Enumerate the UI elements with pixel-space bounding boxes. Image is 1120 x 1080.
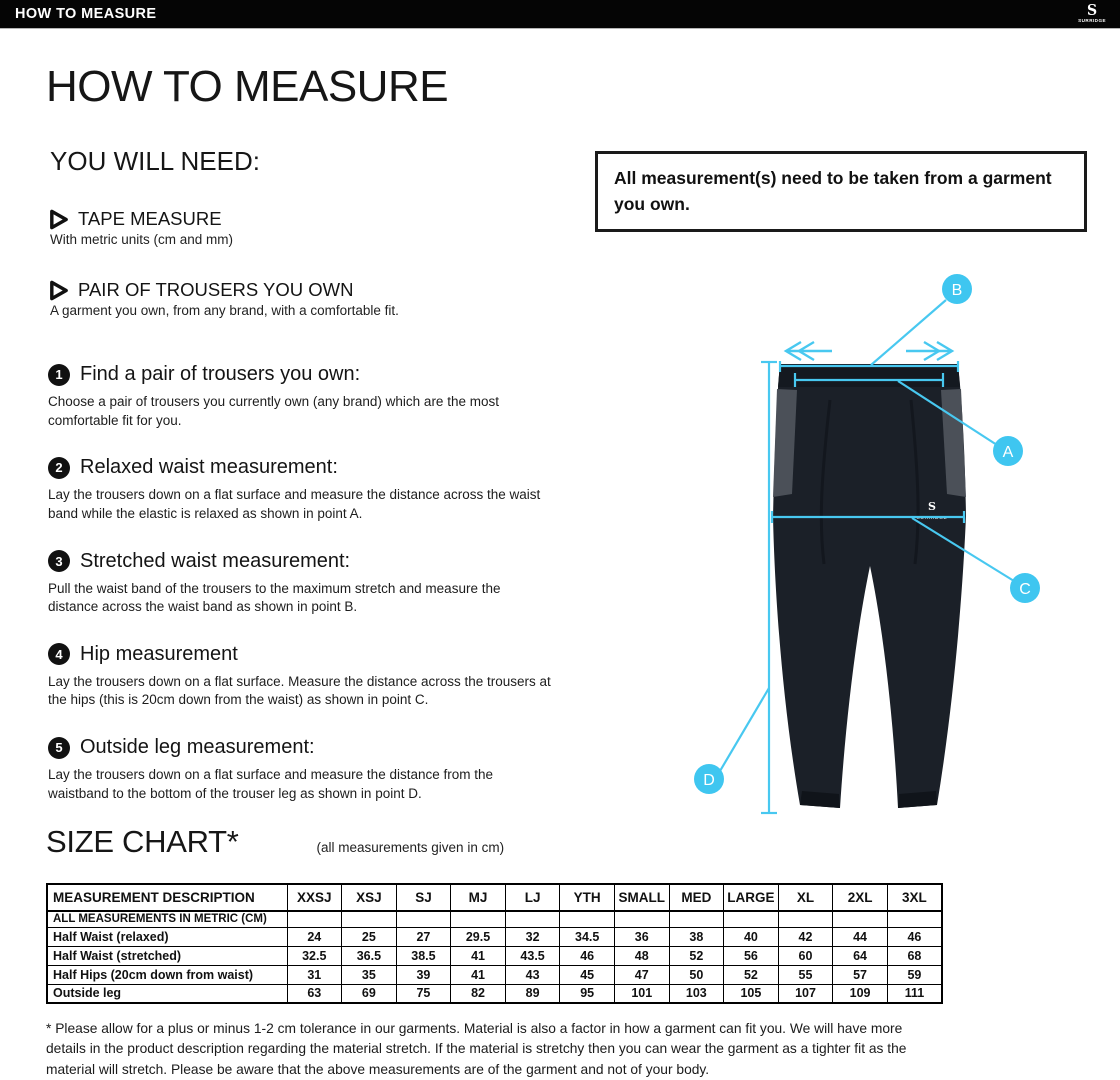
- value-cell: 52: [669, 946, 724, 965]
- col-size-3xl: 3XL: [887, 884, 942, 911]
- col-size-xxsj: XXSJ: [287, 884, 342, 911]
- value-cell: 46: [887, 927, 942, 946]
- value-cell: 35: [342, 965, 397, 984]
- trousers-measurement-diagram: [680, 260, 1060, 860]
- value-cell: 68: [887, 946, 942, 965]
- empty-cell: [396, 911, 451, 927]
- empty-cell: [451, 911, 506, 927]
- empty-cell: [342, 911, 397, 927]
- point-b-label: B: [951, 282, 963, 299]
- need-item-trousers: [48, 279, 568, 318]
- value-cell: 103: [669, 984, 724, 1003]
- top-bar-title: HOW TO MEASURE: [15, 6, 157, 22]
- value-cell: 32: [505, 927, 560, 946]
- empty-cell: [724, 911, 779, 927]
- value-cell: 45: [560, 965, 615, 984]
- step-title: Relaxed waist measurement:: [80, 456, 338, 479]
- value-cell: 109: [833, 984, 888, 1003]
- value-cell: 107: [778, 984, 833, 1003]
- table-row: [47, 927, 942, 946]
- value-cell: 47: [614, 965, 669, 984]
- value-cell: 38: [669, 927, 724, 946]
- value-cell: 69: [342, 984, 397, 1003]
- value-cell: 50: [669, 965, 724, 984]
- metric-note-row: [47, 911, 942, 927]
- step-title: Outside leg measurement:: [80, 736, 315, 758]
- step-number-badge: 2: [48, 457, 70, 479]
- need-item-label: TAPE MEASURE: [78, 208, 222, 229]
- value-cell: 111: [887, 984, 942, 1003]
- step-number-badge: 3: [48, 550, 70, 572]
- value-cell: 31: [287, 965, 342, 984]
- row-label-cell: Half Waist (relaxed): [47, 927, 287, 946]
- row-label-cell: Half Hips (20cm down from waist): [47, 965, 287, 984]
- value-cell: 63: [287, 984, 342, 1003]
- value-cell: 101: [614, 984, 669, 1003]
- col-size-small: SMALL: [614, 884, 669, 911]
- step-title: Hip measurement: [80, 642, 238, 665]
- empty-cell: [669, 911, 724, 927]
- col-size-med: MED: [669, 884, 724, 911]
- steps-list: [48, 363, 568, 829]
- step-number-badge: 5: [48, 737, 70, 759]
- value-cell: 89: [505, 984, 560, 1003]
- value-cell: 41: [451, 946, 506, 965]
- col-size-xl: XL: [778, 884, 833, 911]
- table-row: [47, 984, 942, 1003]
- step-3: [48, 550, 568, 617]
- top-bar: [0, 0, 1120, 29]
- metric-note-cell: ALL MEASUREMENTS IN METRIC (CM): [47, 911, 287, 927]
- step-description: Lay the trousers down on a flat surface. Measure the distance across the trousers at the hips (this is 20cm down from the waist) as shown in point C.: [48, 673, 551, 708]
- surridge-wordmark: SURRIDGE: [1078, 18, 1106, 24]
- triangle-bullet-icon: [48, 280, 69, 301]
- empty-cell: [614, 911, 669, 927]
- value-cell: 24: [287, 927, 342, 946]
- size-chart-heading-row: [46, 824, 504, 860]
- trousers-waistband: [778, 364, 960, 387]
- garment-logo-wordmark: SURRIDGE: [916, 516, 948, 521]
- value-cell: 29.5: [451, 927, 506, 946]
- value-cell: 105: [724, 984, 779, 1003]
- step-number-badge: 1: [48, 364, 70, 386]
- value-cell: 34.5: [560, 927, 615, 946]
- value-cell: 56: [724, 946, 779, 965]
- col-size-mj: MJ: [451, 884, 506, 911]
- garment-logo-s-icon: S: [928, 500, 936, 513]
- value-cell: 60: [778, 946, 833, 965]
- empty-cell: [778, 911, 833, 927]
- step-5: [48, 736, 568, 803]
- col-size-yth: YTH: [560, 884, 615, 911]
- value-cell: 36.5: [342, 946, 397, 965]
- value-cell: 48: [614, 946, 669, 965]
- point-c-label: C: [1019, 581, 1031, 598]
- value-cell: 41: [451, 965, 506, 984]
- point-a-label: A: [1002, 444, 1014, 461]
- empty-cell: [287, 911, 342, 927]
- point-d-label: D: [703, 772, 715, 789]
- step-description: Choose a pair of trousers you currently own (any brand) which are the most comfortable fit for you.: [48, 394, 499, 428]
- step-title: Find a pair of trousers you own:: [80, 363, 361, 385]
- col-measurement-description: MEASUREMENT DESCRIPTION: [47, 884, 287, 911]
- empty-cell: [887, 911, 942, 927]
- value-cell: 55: [778, 965, 833, 984]
- surridge-logo-s-icon: S: [1087, 2, 1098, 20]
- value-cell: 42: [778, 927, 833, 946]
- value-cell: 32.5: [287, 946, 342, 965]
- value-cell: 46: [560, 946, 615, 965]
- value-cell: 95: [560, 984, 615, 1003]
- row-label-cell: Outside leg: [47, 984, 287, 1003]
- need-item-detail: With metric units (cm and mm): [50, 232, 234, 247]
- value-cell: 43: [505, 965, 560, 984]
- triangle-bullet-icon: [48, 209, 69, 230]
- col-size-sj: SJ: [396, 884, 451, 911]
- page-title: HOW TO MEASURE: [46, 62, 449, 111]
- size-chart-table: [46, 883, 943, 1004]
- empty-cell: [560, 911, 615, 927]
- value-cell: 25: [342, 927, 397, 946]
- row-label-cell: Half Waist (stretched): [47, 946, 287, 965]
- measurement-note-text: All measurement(s) need to be taken from a garment you own.: [614, 168, 1052, 215]
- tolerance-footnote: * Please allow for a plus or minus 1-2 cm tolerance in our garments. Material is also a factor in how a garment can fit you. We will have more details in the product description regarding the material stretch. If the material is stretchy then you can wear the garment as a tighter fit as the material will stretch. Please be aware that the above measurements are of the garment and not of your body.: [46, 1021, 907, 1077]
- value-cell: 44: [833, 927, 888, 946]
- step-2: [48, 456, 568, 523]
- size-table-body: [47, 911, 942, 1003]
- need-item-tape-measure: [48, 208, 568, 247]
- size-table-head-row: [47, 884, 942, 911]
- empty-cell: [505, 911, 560, 927]
- step-description: Lay the trousers down on a flat surface and measure the distance from the waistband to the bottom of the trouser leg as shown in point D.: [48, 767, 493, 801]
- col-size-lj: LJ: [505, 884, 560, 911]
- value-cell: 75: [396, 984, 451, 1003]
- value-cell: 82: [451, 984, 506, 1003]
- need-item-detail: A garment you own, from any brand, with a comfortable fit.: [50, 303, 399, 318]
- value-cell: 59: [887, 965, 942, 984]
- value-cell: 57: [833, 965, 888, 984]
- step-title: Stretched waist measurement:: [80, 549, 351, 572]
- table-row: [47, 965, 942, 984]
- trousers-silhouette: [773, 364, 966, 808]
- table-row: [47, 946, 942, 965]
- surridge-logo: [1078, 4, 1110, 24]
- step-description: Pull the waist band of the trousers to the maximum stretch and measure the distance across the waist band as shown in point B.: [48, 580, 501, 615]
- size-chart-subtitle: (all measurements given in cm): [316, 840, 505, 855]
- value-cell: 38.5: [396, 946, 451, 965]
- value-cell: 64: [833, 946, 888, 965]
- step-4: [48, 643, 568, 710]
- col-size-xsj: XSJ: [342, 884, 397, 911]
- you-will-need-heading: YOU WILL NEED:: [50, 146, 260, 176]
- measurement-note-box: [595, 151, 1087, 232]
- step-1: [48, 363, 568, 430]
- col-size-2xl: 2XL: [833, 884, 888, 911]
- trousers-diagram-svg: [680, 260, 1060, 860]
- step-description: Lay the trousers down on a flat surface and measure the distance across the waist band while the elastic is relaxed as shown in point A.: [48, 487, 541, 521]
- value-cell: 40: [724, 927, 779, 946]
- value-cell: 36: [614, 927, 669, 946]
- value-cell: 27: [396, 927, 451, 946]
- need-item-label: PAIR OF TROUSERS YOU OWN: [78, 279, 354, 300]
- stretch-arrows-icon: [786, 342, 952, 360]
- col-size-large: LARGE: [724, 884, 779, 911]
- value-cell: 39: [396, 965, 451, 984]
- step-number-badge: 4: [48, 643, 70, 665]
- value-cell: 43.5: [505, 946, 560, 965]
- value-cell: 52: [724, 965, 779, 984]
- size-chart-title: SIZE CHART*: [46, 824, 239, 859]
- empty-cell: [833, 911, 888, 927]
